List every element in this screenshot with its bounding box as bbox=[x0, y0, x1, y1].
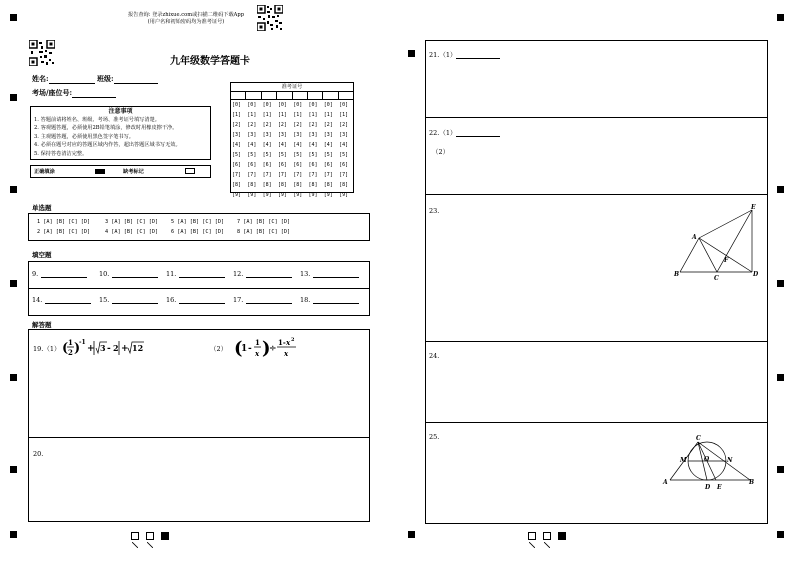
blank-item[interactable] bbox=[166, 296, 225, 304]
blank-item[interactable] bbox=[32, 270, 87, 278]
timing-mark bbox=[777, 531, 784, 538]
exam-id-bubble[interactable]: [0] bbox=[232, 102, 242, 108]
choice-row-item[interactable]: 5 [A] [B] [C] [D] bbox=[171, 219, 225, 225]
blank-line[interactable] bbox=[313, 296, 359, 304]
fill-sample-box bbox=[30, 165, 211, 178]
notice-box bbox=[30, 106, 211, 160]
exam-id-bubble[interactable]: [8] bbox=[323, 182, 333, 188]
svg-text:-1: -1 bbox=[79, 339, 86, 346]
exam-id-column bbox=[263, 100, 272, 200]
exam-id-bubble[interactable]: [9] bbox=[277, 192, 287, 198]
exam-id-bubble[interactable]: [6] bbox=[308, 162, 318, 168]
question-20-number: 20. bbox=[33, 450, 44, 458]
exam-id-column bbox=[324, 100, 333, 200]
choice-row-item[interactable]: 8 [A] [B] [C] [D] bbox=[237, 229, 291, 235]
name-label: 姓名: bbox=[32, 74, 49, 83]
exam-id-bubble[interactable]: [3] bbox=[247, 132, 257, 138]
blank-number: 11. bbox=[166, 270, 177, 278]
exam-id-bubble[interactable]: [8] bbox=[277, 182, 287, 188]
exam-id-bubble[interactable]: [6] bbox=[247, 162, 257, 168]
fig25-label: N bbox=[727, 457, 733, 464]
blank-item[interactable] bbox=[233, 296, 292, 304]
class-field[interactable] bbox=[114, 76, 158, 84]
blank-number: 12. bbox=[233, 270, 244, 278]
exam-id-bubble[interactable]: [2] bbox=[277, 122, 287, 128]
svg-text:x: x bbox=[255, 349, 260, 358]
timing-mark bbox=[777, 14, 784, 21]
fig25-label: C bbox=[696, 435, 701, 442]
exam-id-bubble[interactable]: [8] bbox=[247, 182, 257, 188]
exam-id-bubble[interactable]: [0] bbox=[293, 102, 303, 108]
choice-row-item[interactable]: 7 [A] [B] [C] [D] bbox=[237, 219, 291, 225]
exam-id-bubble[interactable]: [7] bbox=[232, 172, 242, 178]
blank-line[interactable] bbox=[112, 270, 158, 278]
timing-mark bbox=[408, 50, 415, 57]
svg-text:x: x bbox=[286, 338, 291, 347]
exam-id-bubble[interactable]: [1] bbox=[277, 112, 287, 118]
exam-id-bubble[interactable]: [1] bbox=[323, 112, 333, 118]
divider bbox=[29, 437, 369, 438]
fig23-label: C bbox=[714, 275, 719, 282]
svg-text:+: + bbox=[87, 344, 95, 354]
svg-text:x: x bbox=[284, 349, 289, 358]
svg-text:1-: 1- bbox=[278, 338, 286, 347]
exam-id-bubble[interactable]: [6] bbox=[277, 162, 287, 168]
exam-id-bubble[interactable]: [8] bbox=[308, 182, 318, 188]
blank-number: 9. bbox=[32, 270, 39, 278]
header-line-1: 报告查询: 登录zhixue.com或扫描二维码下载App bbox=[127, 12, 245, 18]
exam-id-bubble[interactable]: [3] bbox=[262, 132, 272, 138]
choice-row-item[interactable]: 3 [A] [B] [C] [D] bbox=[105, 219, 159, 225]
svg-text:12: 12 bbox=[132, 343, 144, 353]
missing-checkbox[interactable] bbox=[185, 168, 195, 174]
svg-text:-: - bbox=[248, 344, 252, 354]
exam-id-bubble[interactable]: [2] bbox=[323, 122, 333, 128]
divider bbox=[425, 422, 768, 423]
class-label: 班级: bbox=[97, 74, 114, 83]
fig23-label: D bbox=[753, 271, 759, 278]
blank-number: 13. bbox=[300, 270, 311, 278]
fig23-label: F bbox=[724, 257, 729, 264]
exam-id-bubble[interactable]: [0] bbox=[277, 102, 287, 108]
exam-id-bubble[interactable]: [8] bbox=[232, 182, 242, 188]
exam-id-bubble[interactable]: [4] bbox=[262, 142, 272, 148]
exam-id-bubble[interactable]: [5] bbox=[339, 152, 349, 158]
exam-id-bubble[interactable]: [0] bbox=[262, 102, 272, 108]
timing-mark bbox=[777, 186, 784, 193]
exam-id-bubble[interactable]: [1] bbox=[262, 112, 272, 118]
seat-row bbox=[32, 88, 116, 98]
exam-id-bubble[interactable]: [5] bbox=[262, 152, 272, 158]
blank-line[interactable] bbox=[246, 296, 292, 304]
fig23-label: E bbox=[751, 204, 756, 211]
svg-text:2: 2 bbox=[113, 343, 119, 353]
blank-item[interactable] bbox=[99, 296, 158, 304]
exam-id-bubble[interactable]: [0] bbox=[308, 102, 318, 108]
figure-25 bbox=[660, 430, 758, 492]
blank-item[interactable] bbox=[99, 270, 158, 278]
exam-id-bubble[interactable]: [2] bbox=[262, 122, 272, 128]
choice-row-item[interactable]: 1 [A] [B] [C] [D] bbox=[37, 219, 91, 225]
notice-item: 3. 主观题答题，必须使用黑色签字笔书写。 bbox=[34, 133, 134, 140]
exam-id-bubble[interactable]: [3] bbox=[339, 132, 349, 138]
exam-id-bubble[interactable]: [1] bbox=[247, 112, 257, 118]
blank-line[interactable] bbox=[41, 270, 87, 278]
exam-id-bubble[interactable]: [8] bbox=[339, 182, 349, 188]
notice-item: 1. 答题前请将姓名、班级、考场、准考证号填写清楚。 bbox=[34, 116, 160, 123]
question-24-number: 24. bbox=[429, 352, 440, 360]
question-21-number: 21.（1） bbox=[429, 50, 500, 59]
seat-label: 考场/座位号: bbox=[32, 88, 73, 97]
exam-id-bubble[interactable]: [3] bbox=[232, 132, 242, 138]
exam-id-bubble[interactable]: [7] bbox=[339, 172, 349, 178]
timing-mark bbox=[408, 531, 415, 538]
exam-id-bubble[interactable]: [8] bbox=[293, 182, 303, 188]
exam-id-bubble[interactable]: [2] bbox=[293, 122, 303, 128]
exam-id-bubble[interactable]: [9] bbox=[262, 192, 272, 198]
exam-id-bubble[interactable]: [5] bbox=[293, 152, 303, 158]
exam-id-bubble[interactable]: [2] bbox=[339, 122, 349, 128]
blank-line[interactable] bbox=[246, 270, 292, 278]
svg-text:1: 1 bbox=[255, 338, 260, 347]
exam-id-write-row[interactable] bbox=[231, 92, 353, 100]
svg-text:(: ( bbox=[234, 338, 243, 359]
notice-title: 注意事项 bbox=[108, 108, 133, 115]
svg-text:): ) bbox=[74, 341, 81, 356]
fig23-label: B bbox=[674, 271, 680, 278]
exam-id-bubble[interactable]: [5] bbox=[323, 152, 333, 158]
page-marker-slash bbox=[528, 532, 536, 540]
question-25-number: 25. bbox=[429, 433, 440, 441]
exam-id-bubble[interactable]: [6] bbox=[262, 162, 272, 168]
exam-id-bubble[interactable]: [6] bbox=[323, 162, 333, 168]
notice-item: 5. 保持答卷清洁完整。 bbox=[34, 150, 88, 157]
exam-id-bubble[interactable]: [0] bbox=[323, 102, 333, 108]
figure-23 bbox=[672, 202, 764, 282]
fig25-label: O bbox=[704, 456, 710, 463]
svg-text:+: + bbox=[121, 344, 129, 354]
fig25-label: B bbox=[749, 479, 755, 486]
question-19-number: 19.（1） bbox=[33, 345, 61, 353]
page-marker-filled bbox=[161, 532, 169, 540]
correct-fill-sample bbox=[95, 169, 105, 174]
blank-item[interactable] bbox=[300, 270, 359, 278]
name-field[interactable] bbox=[49, 76, 95, 84]
question-19-formula-1 bbox=[62, 336, 152, 360]
exam-id-bubble[interactable]: [7] bbox=[293, 172, 303, 178]
timing-mark bbox=[10, 14, 17, 21]
blank-line[interactable] bbox=[179, 270, 225, 278]
exam-id-bubble[interactable]: [5] bbox=[232, 152, 242, 158]
header-line-2: (用户名和初始密码均为准考证号) bbox=[147, 19, 225, 25]
timing-mark bbox=[10, 186, 17, 193]
svg-text:3: 3 bbox=[100, 343, 106, 353]
choice-row-item[interactable]: 2 [A] [B] [C] [D] bbox=[37, 229, 91, 235]
question-22-part2: （2） bbox=[432, 148, 450, 156]
answer-label: 解答题 bbox=[32, 321, 52, 329]
blank-number: 18. bbox=[300, 296, 311, 304]
exam-id-bubble[interactable]: [8] bbox=[262, 182, 272, 188]
notice-item: 4. 必须在题号对应的答题区域内作答，超出答题区域书写无效。 bbox=[34, 142, 181, 149]
exam-id-bubble[interactable]: [4] bbox=[277, 142, 287, 148]
qr-code-icon bbox=[29, 40, 55, 66]
exam-id-bubble[interactable]: [9] bbox=[232, 192, 242, 198]
svg-text:): ) bbox=[262, 338, 271, 359]
exam-id-bubble[interactable]: [1] bbox=[339, 112, 349, 118]
exam-id-bubble[interactable]: [4] bbox=[232, 142, 242, 148]
question-23-number: 23. bbox=[429, 207, 440, 215]
page-marker-slash bbox=[543, 532, 551, 540]
fig25-label: E bbox=[717, 484, 722, 491]
exam-id-bubble[interactable]: [4] bbox=[293, 142, 303, 148]
page-marker-slash bbox=[131, 532, 139, 540]
correct-fill-label: 正确填涂 bbox=[34, 169, 55, 175]
blank-number: 10. bbox=[99, 270, 110, 278]
svg-text:(: ( bbox=[62, 341, 69, 356]
exam-id-bubble[interactable]: [3] bbox=[308, 132, 318, 138]
divider bbox=[425, 117, 768, 118]
timing-mark bbox=[10, 466, 17, 473]
timing-mark bbox=[777, 280, 784, 287]
exam-id-bubble[interactable]: [4] bbox=[323, 142, 333, 148]
fill-blank-label: 填空题 bbox=[32, 251, 52, 259]
exam-id-bubble[interactable]: [3] bbox=[277, 132, 287, 138]
divider bbox=[425, 194, 768, 195]
fig23-label: A bbox=[692, 234, 697, 241]
exam-id-bubble[interactable]: [7] bbox=[262, 172, 272, 178]
blank-item[interactable] bbox=[166, 270, 225, 278]
timing-mark bbox=[10, 374, 17, 381]
fig25-label: D bbox=[705, 484, 711, 491]
blank-line[interactable] bbox=[45, 296, 91, 304]
single-choice-label: 单选题 bbox=[32, 204, 52, 212]
exam-id-bubble[interactable]: [5] bbox=[308, 152, 318, 158]
exam-id-bubble[interactable]: [7] bbox=[277, 172, 287, 178]
blank-number: 14. bbox=[32, 296, 43, 304]
fig25-label: A bbox=[663, 479, 668, 486]
exam-id-bubble[interactable]: [1] bbox=[293, 112, 303, 118]
blank-line[interactable] bbox=[313, 270, 359, 278]
exam-id-bubble[interactable]: [3] bbox=[323, 132, 333, 138]
exam-id-bubble[interactable]: [2] bbox=[308, 122, 318, 128]
notice-item: 2. 客观题答题，必须使用2B铅笔填涂，修改时用橡皮擦干净。 bbox=[34, 125, 178, 132]
exam-id-column bbox=[247, 100, 256, 200]
fig25-label: M bbox=[680, 457, 687, 464]
exam-id-bubble[interactable]: [5] bbox=[277, 152, 287, 158]
exam-id-bubble[interactable]: [1] bbox=[308, 112, 318, 118]
qr-code-icon[interactable] bbox=[257, 5, 283, 31]
exam-id-bubble[interactable]: [7] bbox=[323, 172, 333, 178]
svg-text:2: 2 bbox=[291, 337, 295, 343]
exam-id-title: 准考证号 bbox=[231, 83, 353, 92]
single-choice-box bbox=[28, 213, 370, 241]
svg-text:2: 2 bbox=[68, 348, 73, 357]
question-19-part2: （2） bbox=[210, 345, 228, 353]
blank-number: 15. bbox=[99, 296, 110, 304]
exam-id-bubble[interactable]: [3] bbox=[293, 132, 303, 138]
exam-id-bubble[interactable]: [9] bbox=[323, 192, 333, 198]
blank-item[interactable] bbox=[32, 296, 91, 304]
exam-id-column bbox=[309, 100, 318, 200]
blank-line[interactable] bbox=[179, 296, 225, 304]
exam-id-bubble[interactable]: [4] bbox=[339, 142, 349, 148]
choice-row-item[interactable]: 4 [A] [B] [C] [D] bbox=[105, 229, 159, 235]
exam-id-bubble[interactable]: [9] bbox=[308, 192, 318, 198]
exam-id-bubble[interactable]: [2] bbox=[232, 122, 242, 128]
divider bbox=[29, 288, 369, 289]
exam-id-bubble[interactable]: [5] bbox=[247, 152, 257, 158]
blank-line[interactable] bbox=[112, 296, 158, 304]
question-19-formula-2 bbox=[234, 334, 304, 362]
exam-id-column bbox=[339, 100, 348, 200]
seat-field[interactable] bbox=[72, 90, 116, 98]
exam-id-bubble[interactable]: [2] bbox=[247, 122, 257, 128]
exam-id-column bbox=[232, 100, 241, 200]
exam-id-bubble[interactable]: [9] bbox=[293, 192, 303, 198]
exam-id-bubble[interactable]: [0] bbox=[247, 102, 257, 108]
blank-number: 17. bbox=[233, 296, 244, 304]
missing-label: 缺考标记 bbox=[123, 169, 144, 175]
exam-id-bubble[interactable]: [6] bbox=[232, 162, 242, 168]
timing-mark bbox=[10, 531, 17, 538]
exam-id-bubble[interactable]: [9] bbox=[247, 192, 257, 198]
timing-mark bbox=[777, 466, 784, 473]
exam-id-bubble[interactable]: [1] bbox=[232, 112, 242, 118]
exam-id-bubble[interactable]: [4] bbox=[308, 142, 318, 148]
exam-id-bubble[interactable]: [6] bbox=[293, 162, 303, 168]
blank-item[interactable] bbox=[233, 270, 292, 278]
card-title: 九年级数学答题卡 bbox=[170, 56, 250, 67]
question-22-number: 22.（1） bbox=[429, 128, 500, 137]
exam-id-bubble[interactable]: [4] bbox=[247, 142, 257, 148]
svg-text:1: 1 bbox=[241, 344, 248, 354]
page-marker-filled bbox=[558, 532, 566, 540]
timing-mark bbox=[777, 374, 784, 381]
svg-text:÷: ÷ bbox=[269, 344, 277, 354]
exam-id-bubble[interactable]: [7] bbox=[247, 172, 257, 178]
exam-id-column bbox=[293, 100, 302, 200]
svg-text:1: 1 bbox=[68, 338, 73, 347]
exam-id-bubble[interactable]: [9] bbox=[339, 192, 349, 198]
exam-id-bubble[interactable]: [0] bbox=[339, 102, 349, 108]
blank-number: 16. bbox=[166, 296, 177, 304]
exam-id-bubble[interactable]: [7] bbox=[308, 172, 318, 178]
exam-id-bubble[interactable]: [6] bbox=[339, 162, 349, 168]
page-marker-slash bbox=[146, 532, 154, 540]
divider bbox=[425, 341, 768, 342]
student-info-row bbox=[32, 74, 158, 84]
exam-id-column bbox=[278, 100, 287, 200]
timing-mark bbox=[10, 94, 17, 101]
svg-text:-: - bbox=[107, 344, 111, 354]
blank-item[interactable] bbox=[300, 296, 359, 304]
choice-row-item[interactable]: 6 [A] [B] [C] [D] bbox=[171, 229, 225, 235]
timing-mark bbox=[10, 280, 17, 287]
